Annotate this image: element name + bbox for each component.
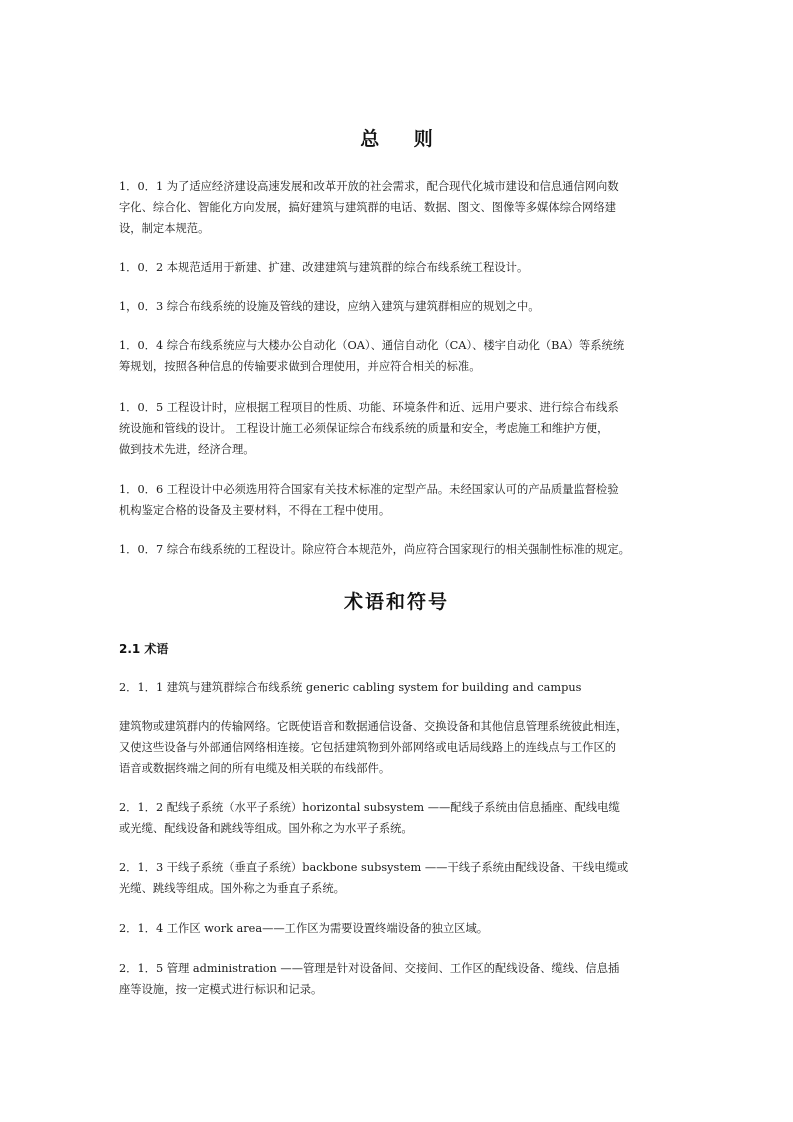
section-heading-terms: 术语和符号 [343,591,449,613]
paragraph-line: 2．1．3 干线子系统（垂直子系统）backbone subsystem ——干线子系统由配线设备、干线电缆或 [119,861,629,874]
paragraph-line: 筹规划，按照各种信息的传输要求做到合理使用，并应符合相关的标准。 [119,360,481,373]
paragraph [119,857,675,899]
paragraph-line: 或光缆、配线设备和跳线等组成。国外称之为水平子系统。 [119,822,413,835]
subsection-heading-terms: 2.1 术语 [119,642,169,656]
section-heading-general: 总 则 [360,128,447,150]
paragraph-line: 1．0．4 综合布线系统应与大楼办公自动化（OA）、通信自动化（CA）、楼宇自动化（BA）等系统统 [119,339,625,352]
paragraph-line: 2．1．2 配线子系统（水平子系统）horizontal subsystem ——配线子系统由信息插座、配线电缆 [119,801,620,814]
paragraph-line: 2．1．5 管理 administration ——管理是针对设备间、交接间、工作区的配线设备、缆线、信息插 [119,962,620,975]
paragraph-line: 1，0．3 综合布线系统的设施及管线的建设，应纳入建筑与建筑群相应的规划之中。 [119,300,540,313]
paragraph-line: 2．1．1 建筑与建筑群综合布线系统 generic cabling system for building and campus [119,681,582,694]
paragraph-line: 字化、综合化、智能化方向发展，搞好建筑与建筑群的电话、数据、图文、图像等多媒体综合网络建 [119,201,617,214]
paragraph-line: 建筑物或建筑群内的传输网络。它既使语音和数据通信设备、交换设备和其他信息管理系统彼此相连， [119,720,628,733]
paragraph [119,918,675,939]
paragraph [119,677,675,698]
paragraph-line: 1．0．2 本规范适用于新建、扩建、改建建筑与建筑群的综合布线系统工程设计。 [119,261,529,274]
paragraph [119,539,675,560]
paragraph-line: 做到技术先进，经济合理。 [119,443,255,456]
paragraph-line: 1．0．5 工程设计时，应根据工程项目的性质、功能、环境条件和近、远用户要求、进行综合布线系 [119,401,619,414]
paragraph [119,257,675,278]
paragraph-line: 又使这些设备与外部通信网络相连接。它包括建筑物到外部网络或电话局线路上的连线点与工作区的 [119,741,617,754]
paragraph [119,797,675,839]
paragraph-line: 1．0．7 综合布线系统的工程设计。除应符合本规范外，尚应符合国家现行的相关强制性标准的规定。 [119,543,630,556]
paragraph [119,958,675,1000]
paragraph [119,176,675,239]
paragraph-line: 1．0．1 为了适应经济建设高速发展和改革开放的社会需求，配合现代化城市建设和信息通信网向数 [119,180,619,193]
paragraph-line: 统设施和管线的设计。 工程设计施工必须保证综合布线系统的质量和安全，考虑施工和维护方便， [119,422,609,435]
paragraph-line: 设，制定本规范。 [119,222,210,235]
paragraph [119,397,675,460]
paragraph [119,296,675,317]
paragraph [119,479,675,521]
paragraph-line: 光缆、跳线等组成。国外称之为垂直子系统。 [119,882,345,895]
paragraph-line: 2．1．4 工作区 work area——工作区为需要设置终端设备的独立区域。 [119,922,489,935]
paragraph-line: 机构鉴定合格的设备及主要材料，不得在工程中使用。 [119,504,391,517]
paragraph-line: 座等设施，按一定模式进行标识和记录。 [119,983,323,996]
paragraph-line: 语音或数据终端之间的所有电缆及相关联的布线部件。 [119,762,391,775]
paragraph-line: 1．0．6 工程设计中必须选用符合国家有关技术标准的定型产品。未经国家认可的产品质量监督检验 [119,483,619,496]
paragraph [119,716,675,779]
paragraph [119,335,675,377]
